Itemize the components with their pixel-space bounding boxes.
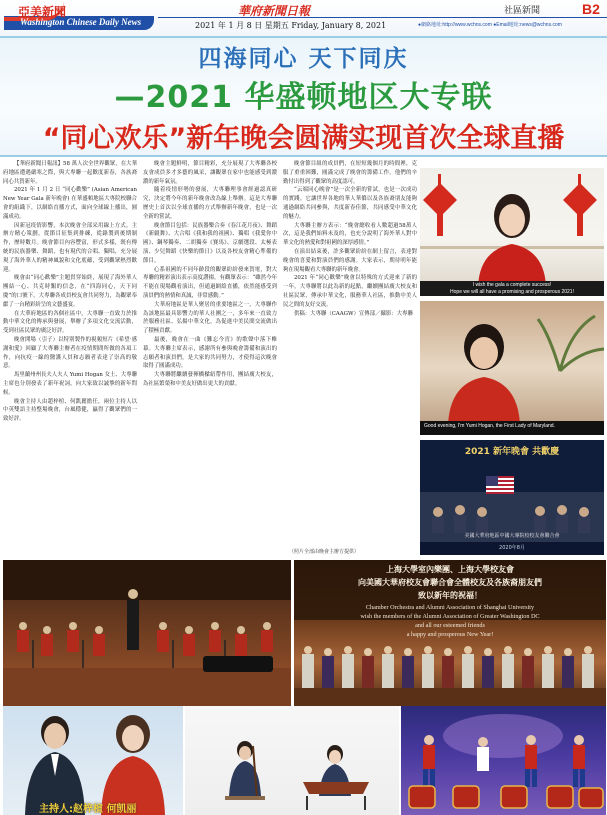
article-paragraph: 晚會主持人由趙梓楦、何凱麗擔任，兩位主持人以中英雙語主持整場晚會，台風穩健，贏得了觀眾們的一致好評。 — [3, 398, 137, 423]
newspaper-title: 華府新聞日報 — [238, 4, 311, 18]
instrumental-scene — [185, 706, 399, 815]
hogan-caption: Good evening, I'm Yumi Hogan, the First Lady of Maryland. — [424, 423, 555, 429]
article-paragraph: 【華府新聞日報訊】58 萬人次全世界觀眾，在大華府地區遭遇嚴寒之際，與大專聯一起歡度新春，各族裔同心共賀新年。 — [3, 161, 137, 185]
hosts-scene — [3, 706, 183, 815]
hogan-photo-scene — [420, 301, 604, 435]
ensemble-banner-cn-2: 向美國大華府校友會聯合會全體校友及各族裔朋友們 — [358, 577, 542, 587]
masthead-brand-cn: 亞美新聞 — [18, 5, 67, 19]
article-paragraph: 晚會開場（引子）以特別製作的視頻短片《希望·感謝和愛》回顧了大專聯主辦者在疫情期間所做的各項工作，向抗疫一線的醫護人員和志願者表達了崇高的敬意。 — [3, 336, 137, 370]
contact-links[interactable]: ●網絡地址:http://www.wchns.com ●Email地址:news@wchns.com — [418, 22, 562, 28]
article-column-1 — [3, 160, 137, 560]
ensemble-banner-cn-1: 上海大學室內樂團、上海大學校友會 — [386, 564, 514, 574]
orchestra-scene — [3, 560, 291, 706]
article-paragraph: 大專聯主辦方表示：“晚會總收看人數超過58萬人次，這是我們始料未及的，也充分說明了海外華人對中華文化的熱愛和對祖國的深厚感情。” — [283, 222, 417, 247]
drum-dance-photo — [401, 706, 606, 815]
article-paragraph: 在演出結束後，許多觀眾紛紛在網上留言，表達對晚會的喜愛和對演員們的感謝。大家表示，期待明年能夠在現場觀看大專聯的新年晚會。 — [283, 248, 417, 273]
article-paragraph: 在大華府地區的各個社區中，大專聯一直致力於推動中華文化的傳承與發展，舉辦了多項文化交流活動，受到社區民眾的廣泛好評。 — [3, 310, 137, 335]
article-paragraph: 晚會由“同心歡樂”主題貫穿始終，展現了海外華人團結一心、共克時艱的信念，在“四海同心，天下同慶”的口號下，大專聯各成員校友會共同努力，為觀眾奉獻了一台精彩紛呈的文藝盛宴。 — [3, 275, 137, 308]
section-name: 社區新聞 — [504, 6, 541, 16]
article-paragraph: 晚會節目組的成員們，在短短幾個月的時間裡，克服了重重困難，圓滿完成了晚會的籌備工作。他們的辛勤付出得到了觀眾的高度認可。 — [283, 161, 417, 185]
instrumental-photo — [185, 706, 399, 815]
headline-line-2: —2021 华盛顿地区大专联 — [114, 80, 493, 115]
article-paragraph: 晚會節目包括：民族器樂合奏《春江花月夜》、舞蹈《新疆舞》、大合唱《我和我的祖國》、獨唱《我愛你中國》、鋼琴獨奏、二胡獨奏《賽馬》、京劇選段、太極表演、少兒舞蹈《快樂的節日》以及各校友會精心準備的節目。 — [143, 222, 277, 264]
speaker-photo-hogan — [420, 301, 604, 435]
page-number: B2 — [582, 1, 600, 17]
gala-banner-text: 2021 新年晚會 共歡慶 — [464, 447, 560, 457]
gala-organizer-text: 美國大華府地區中國大專院校校友會聯合會 — [464, 533, 560, 539]
photo-credit: （照片全部由晚會主辦方提供） — [289, 549, 360, 555]
ensemble-banner-en-1: Chamber Orchestra and Alumni Association of Shanghai University — [365, 604, 535, 611]
article-paragraph: 心系祖國的不同年齡段的觀眾紛紛發來賀電，對大專聯的精彩演出表示高度讚揚。有觀眾表示：“雖然今年不能在現場觀看演出，但通過網絡直播，依然能感受到演員們的熱情和真誠，非常感動。” — [143, 266, 277, 299]
article-paragraph: 因新冠疫情影響，本次晚會全部采用線上方式。主辦方精心策劃，從節目征集到排練，從錄製到後期制作，歷時數月。晚會節目內容豐富，形式多樣，既有傳統的民族器樂、舞蹈，也有現代的合唱、獨唱，充分展現了海外華人的精神風貌和文化底蘊，受到觀眾熱烈歡迎。 — [3, 222, 137, 273]
article-column-2 — [143, 160, 277, 560]
speaker-photo-scene — [420, 168, 604, 296]
article-paragraph: 2021 年“同心歡樂”晚會以特殊的方式迎來了新的一年，大專聯將以此為新的起點，繼續團結廣大校友和社區民眾，傳承中華文化，服務華人社區，推動中美人民之間的友好交流。 — [283, 275, 417, 308]
orchestra-photo — [3, 560, 291, 706]
headline-line-1: 四海同心 天下同庆 — [198, 46, 409, 72]
ensemble-banner-en-3: and all our esteemed friends — [415, 622, 485, 629]
ensemble-banner-en-4: a happy and prosperous New Year! — [406, 631, 494, 638]
ensemble-banner-cn-3: 致以新年的祝福！ — [418, 590, 482, 600]
speaker-caption-line-1: I wish the gala a complete success! — [472, 282, 552, 288]
issue-date: 2021 年 1 月 8 日 星期五 Friday, January 8, 2021 — [195, 21, 387, 30]
masthead-rule — [158, 17, 607, 18]
article-paragraph: 2021 年 1 月 2 日 “同心歡樂” (Asian American New Year Gala 新年晚會) 在華盛頓地區大專院校聯合會的組織下，以網絡直播方式，面向全球線上播出，圓滿成功。 — [3, 187, 137, 220]
article-paragraph: 最後，晚會在一曲《難忘今宵》的歌聲中落下帷幕。大專聯主席表示，感謝所有參與晚會籌備和演出的志願者和演員們，是大家的共同努力，才使得這次晚會取得了圓滿成功。 — [143, 336, 277, 370]
headline-line-3: “同心欢乐”新年晚会圆满实现首次全球直播 — [42, 123, 565, 154]
article-paragraph: “云端同心晚會”是一次全新的嘗試，也是一次成功的實踐。它讓世界各地的華人華僑以及各族裔朋友能夠通過網絡共同參與，共度新春佳節，共同感受中華文化的魅力。 — [283, 187, 417, 220]
masthead-brand-en: Washington Chinese Daily News — [20, 17, 142, 27]
gala-stage-montage — [420, 440, 604, 555]
hosts-photo — [3, 706, 183, 815]
article-paragraph: 晚會主題鮮明，節目精彩，充分展現了大專聯各校友會成員多才多藝的風采，讓觀眾在家中也能感受到濃濃的新年氣氛。 — [143, 161, 277, 185]
drum-dance-scene — [401, 706, 606, 815]
article-column-3 — [283, 160, 417, 555]
article-paragraph: 大專聯將繼續發揮橋樑紐帶作用，團結廣大校友，為社區繁榮和中美友好做出更大的貢獻。 — [143, 372, 277, 387]
speaker-photo-zhao — [420, 168, 604, 296]
gala-date-text: 2020年8月 — [499, 545, 525, 551]
article-paragraph: 隨着疫情形勢的發展，大專聯理事會經過認真研究，決定將今年的新年晚會改為線上舉辦。這是大專聯歷史上首次以全球直播的方式舉辦新年晚會，也是一次全新的嘗試。 — [143, 187, 277, 220]
hosts-label: 主持人:赵梓楦 何凯丽 — [39, 804, 137, 815]
article-paragraph: 供稿：大專聯（CAAGW）宣傳部／攝影：大專聯 — [294, 310, 413, 317]
article-paragraph: 馬里蘭州州長夫人夫人 Yumi Hogan 女士、大專聯主席也分別發表了新年祝詞，向大家致以誠摯的新年問候。 — [3, 372, 137, 396]
ensemble-banner-en-2: wish the members of the Alumni Association of Greater Washington DC — [360, 613, 540, 620]
ensemble-photo — [294, 560, 606, 706]
article-paragraph: 大華府地區是華人聚居的重要地區之一，大專聯作為該地區最具影響力的華人社團之一，多年來一直致力於服務社區、弘揚中華文化，為促進中美民間交流做出了積極貢獻。 — [143, 301, 277, 335]
speaker-caption-line-2: Hope we will all have a promising and prosperous 2021! — [450, 289, 574, 295]
